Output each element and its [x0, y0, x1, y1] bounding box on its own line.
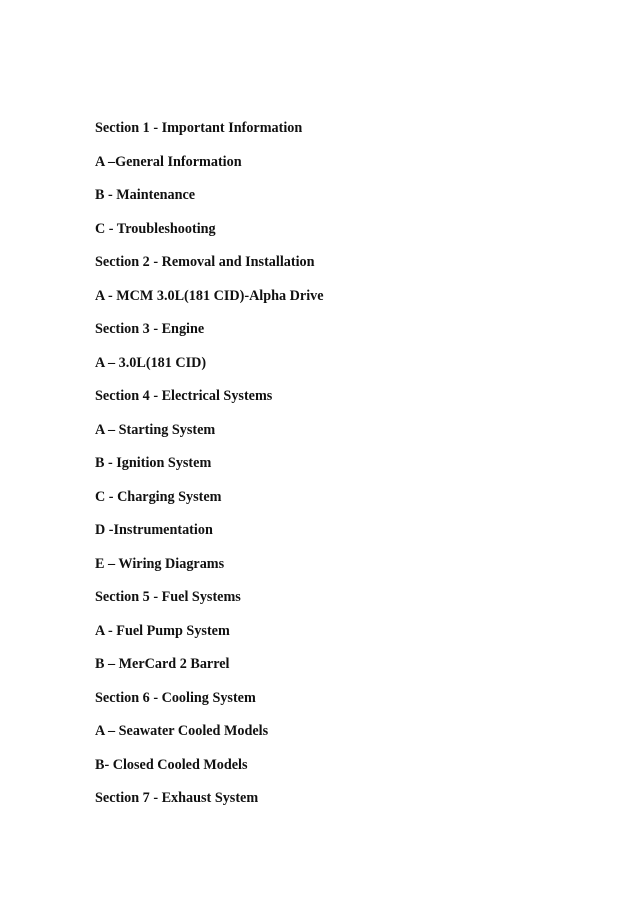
table-of-contents [95, 120, 324, 824]
toc-item-seawater-cooled-models: A – Seawater Cooled Models [95, 723, 269, 739]
section-3-heading: Section 3 - Engine [95, 321, 205, 337]
toc-item-engine-3-0l: A – 3.0L(181 CID) [95, 354, 207, 371]
toc-item-ignition-system: B - Ignition System [95, 455, 212, 471]
toc-item-charging-system: C - Charging System [95, 488, 222, 505]
toc-item-mercard-2-barrel: B – MerCard 2 Barrel [95, 656, 230, 672]
toc-item-general-information: A –General Information [95, 153, 242, 170]
toc-item-fuel-pump-system: A - Fuel Pump System [95, 622, 230, 639]
toc-item-closed-cooled-models: B- Closed Cooled Models [95, 756, 248, 773]
section-2-heading: Section 2 - Removal and Installation [95, 254, 315, 270]
toc-item-instrumentation: D -Instrumentation [95, 522, 213, 538]
toc-item-maintenance: B - Maintenance [95, 187, 196, 203]
section-1-heading: Section 1 - Important Information [95, 120, 303, 136]
section-4-heading: Section 4 - Electrical Systems [95, 388, 273, 404]
toc-item-wiring-diagrams: E – Wiring Diagrams [95, 555, 225, 572]
toc-item-starting-system: A – Starting System [95, 421, 216, 438]
section-5-heading: Section 5 - Fuel Systems [95, 589, 241, 605]
section-6-heading: Section 6 - Cooling System [95, 689, 256, 706]
toc-item-mcm-alpha-drive: A - MCM 3.0L(181 CID)-Alpha Drive [95, 287, 324, 304]
toc-item-troubleshooting: C - Troubleshooting [95, 220, 216, 237]
section-7-heading: Section 7 - Exhaust System [95, 790, 259, 806]
